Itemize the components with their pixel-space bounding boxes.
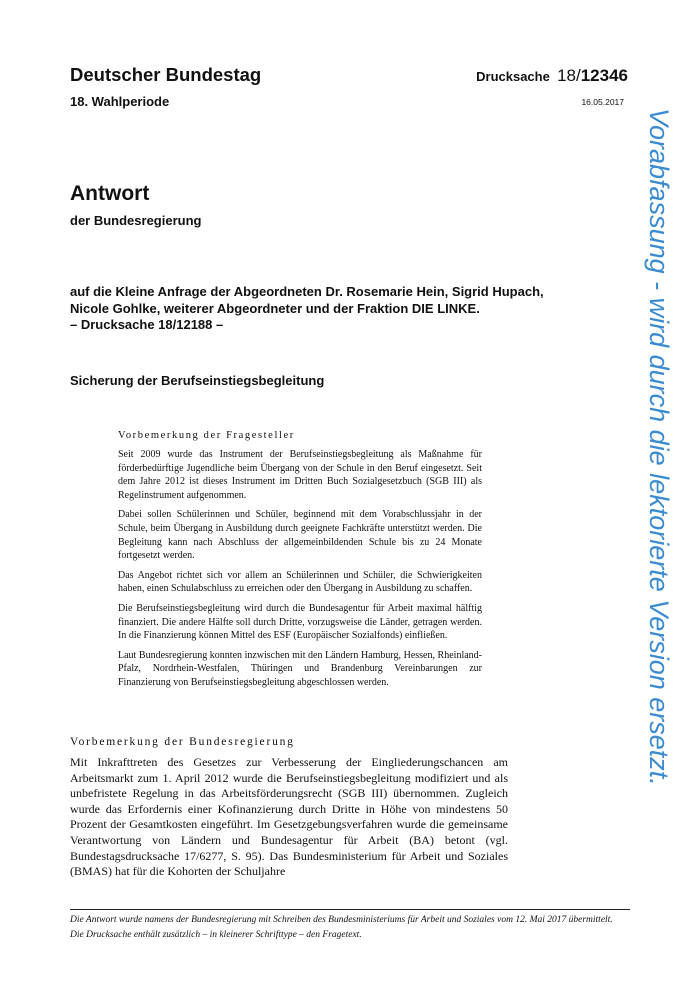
document-number-prefix: 18/ <box>557 66 581 85</box>
page-subtitle: der Bundesregierung <box>70 213 202 228</box>
document-number-value <box>557 66 628 85</box>
paragraph: Dabei sollen Schülerinnen und Schüler, beginnend mit dem Vorabschlussjahr in der Schule, beim Übergang in Ausbildung durch geeignete Fachkräfte unterstützt werden. Die Begleitung kann nach Abschluss der allgemeinbildenden Schule bis zu 24 Monate fortgesetzt werden. <box>118 509 482 562</box>
footnote: Die Antwort wurde namens der Bundesregierung mit Schreiben des Bundesministeriums für Arbeit und Soziales vom 12. Mai 2017 übermittelt. <box>70 915 613 925</box>
document-number-main: 12346 <box>580 66 628 85</box>
paragraph: Seit 2009 wurde das Instrument der Berufseinstiegsbegleitung als Maßnahme für förderbedürftige Jugendliche beim Übergang von der Schule in den Beruf eingesetzt. Seit dem Jahre 2012 ist dieses Instrument im Dritten Buch Sozialgesetzbuch (SGB III) als Regelinstrument aufgenommen. <box>118 449 482 501</box>
inquiry-line: Nicole Gohlke, weiterer Abgeordneter und der Fraktion DIE LINKE. <box>70 300 480 316</box>
paragraph: Das Angebot richtet sich vor allem an Schülerinnen und Schüler, die Schwierigkeiten haben, einen Schulabschluss zu erreichen oder den Übergang in Ausbildung zu schaffen. <box>118 569 482 595</box>
government-preliminary-text <box>70 755 508 880</box>
footnote-divider <box>70 909 630 910</box>
draft-watermark: Vorabfassung - wird durch die lektorierte Version ersetzt. <box>644 108 674 786</box>
footnote: Die Drucksache enthält zusätzlich – in kleinerer Schrifttype – den Fragetext. <box>70 930 362 941</box>
document-number <box>476 66 628 86</box>
page-title: Antwort <box>70 182 150 205</box>
paragraph: Mit Inkrafttreten des Gesetzes zur Verbesserung der Eingliederungschancen am Arbeitsmarkt zum 1. April 2012 wurde die Berufseinstiegsbegleitung modifiziert und als unbefristete Regelung in das Arbeitsförderungsrecht (SGB III) übernommen. Zugleich wurde das Erfordernis einer Kofinanzierung durch Dritte in Höhe von mindestens 50 Prozent der Gesamtkosten eingeführt. Im Gesetzgebungsverfahren wurde die gemeinsame Verantwortung von Ländern und Bundesagentur für Arbeit (BA) betont (vgl. Bundestagsdrucksache 17/6277, S. 95). Das Bundesministerium für Arbeit und Soziales (BMAS) hat für die Kohorten der Schuljahre <box>70 755 508 879</box>
inquiry-line: auf die Kleine Anfrage der Abgeordneten Dr. Rosemarie Hein, Sigrid Hupach, <box>70 284 544 299</box>
questioner-preliminary-text <box>118 448 482 696</box>
institution-name: Deutscher Bundestag <box>70 64 262 85</box>
legislative-period: 18. Wahlperiode <box>70 94 170 109</box>
inquiry-line: – Drucksache 18/12188 – <box>70 317 224 332</box>
paragraph: Laut Bundesregierung konnten inzwischen mit den Ländern Hamburg, Hessen, Rheinland-Pfalz, Nordrhein-Westfalen, Thüringen und Brandenburg Vereinbarungen zur Finanzierung von Berufseinstiegsbegleitung abgeschlossen werden. <box>118 649 482 688</box>
document-date: 16.05.2017 <box>581 97 624 107</box>
document-label: Drucksache <box>476 69 550 84</box>
inquiry-reference <box>70 284 630 334</box>
footnotes <box>70 914 630 945</box>
topic-heading: Sicherung der Berufseinstiegsbegleitung <box>70 373 325 388</box>
government-preliminary-heading: Vorbemerkung der Bundesregierung <box>70 736 295 748</box>
paragraph: Die Berufseinstiegsbegleitung wird durch die Bundesagentur für Arbeit maximal hälftig finanziert. Die andere Hälfte soll durch Dritte, vorzugsweise die Länder, getragen werden. In die Finanzierung können Mittel des ESF (Europäischer Sozialfonds) einfließen. <box>118 602 482 642</box>
questioner-preliminary-heading: Vorbemerkung der Fragesteller <box>118 430 295 441</box>
